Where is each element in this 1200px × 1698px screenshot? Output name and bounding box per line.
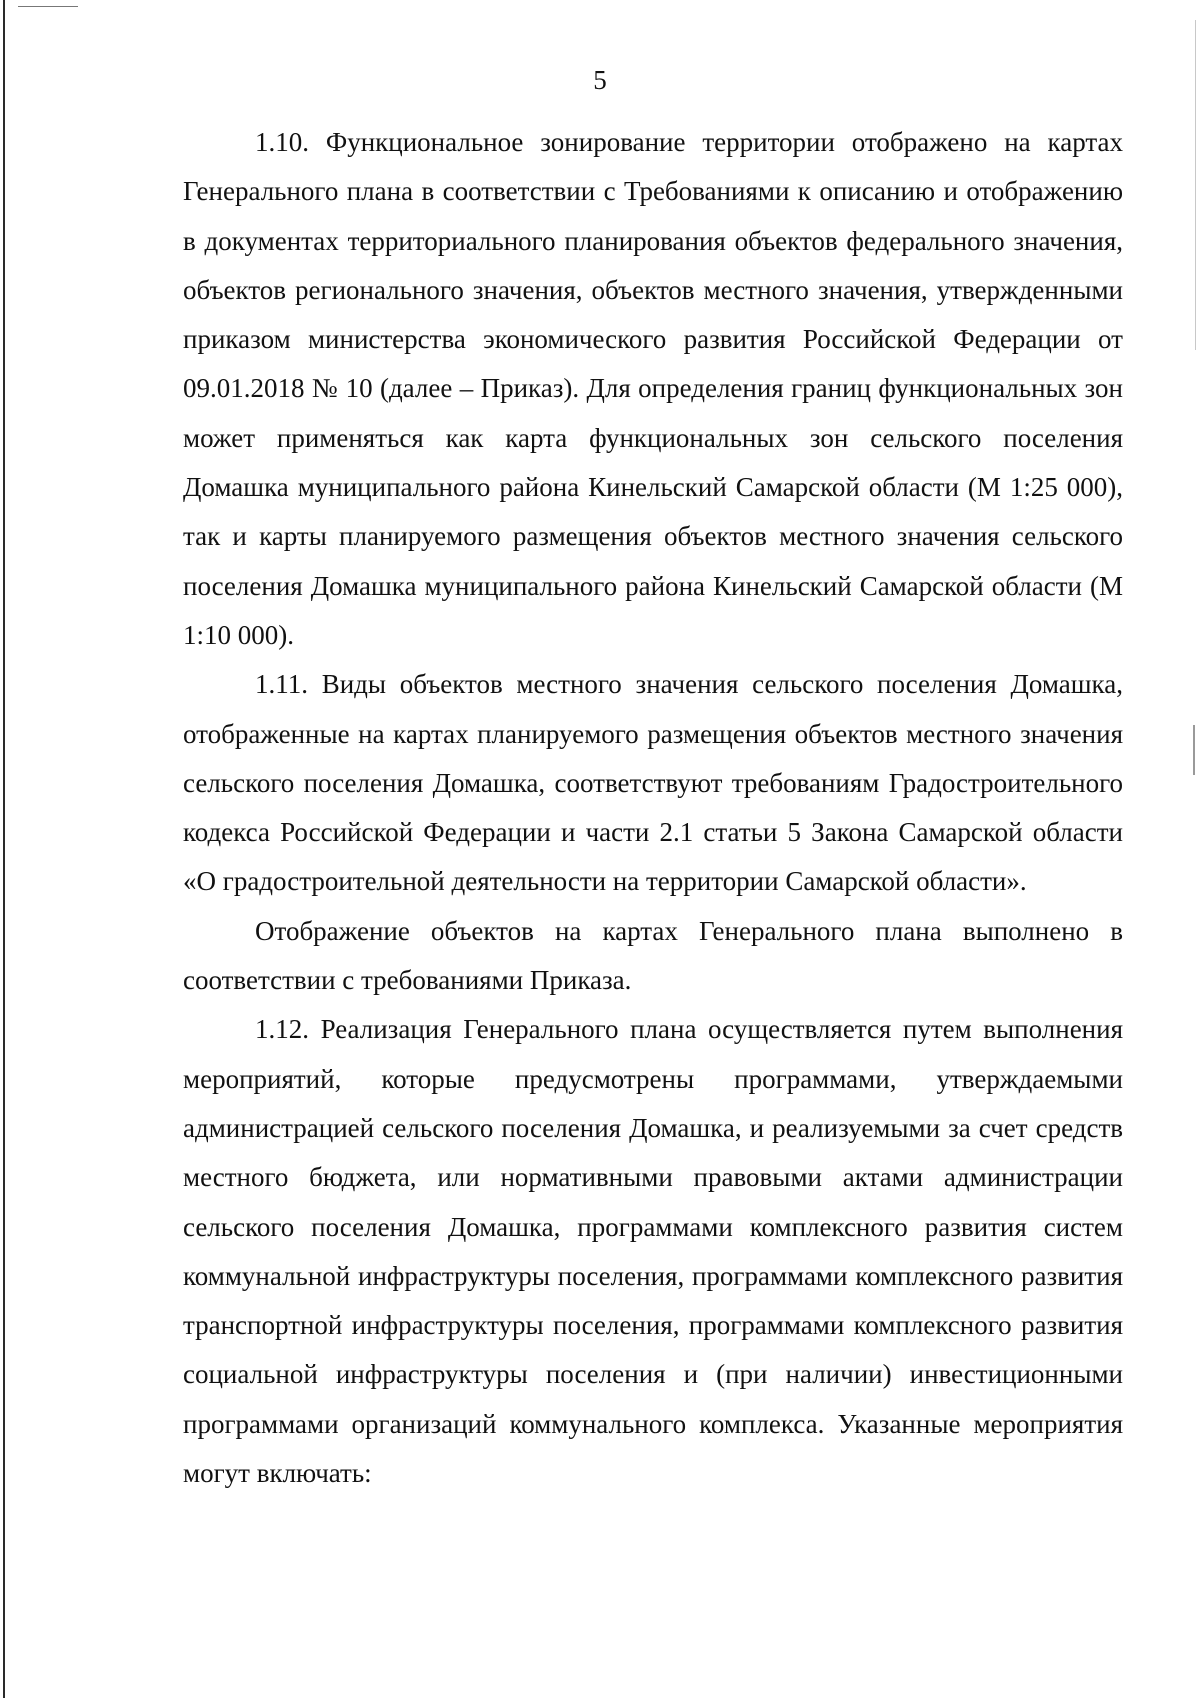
paragraph-1-12: 1.12. Реализация Генерального плана осуществляется путем выполнения мероприятий, которые предусмотрены программами, утверждаемыми администрацией сельского поселения Домашка, и реализуемыми за счет средств местного бюджета, или нормативными правовыми актами администрации сельского поселения Домашка, программами комплексного развития систем коммунальной инфраструктуры поселения, программами комплексного развития транспортной инфраструктуры поселения, программами комплексного развития социальной инфраструктуры поселения и (при наличии) инвестиционными программами организаций коммунального комплекса. Указанные мероприятия могут включать:	[183, 1014, 1123, 1489]
paragraph-1-10: 1.10. Функциональное зонирование территории отображено на картах Генерального плана в соответствии с Требованиями к описанию и отображению в документах территориального планирования объектов федерального значения, объектов регионального значения, объектов местного значения, утвержденными приказом министерства экономического развития Российской Федерации от 09.01.2018 № 10 (далее – Приказ). Для определения границ функциональных зон может применяться как карта функциональных зон сельского поселения Домашка муниципального района Кинельский Самарской области (М 1:25 000), так и карты планируемого размещения объектов местного значения сельского поселения Домашка муниципального района Кинельский Самарской области (М 1:10 000).	[183, 127, 1123, 650]
scan-border-left	[3, 0, 5, 1698]
document-body	[183, 118, 1123, 1498]
page-number: 5	[593, 65, 607, 95]
paragraph-display: Отображение объектов на картах Генерального плана выполнено в соответствии с требованиями Приказа.	[183, 915, 1123, 996]
scan-mark-right	[1193, 725, 1195, 775]
scan-border-top	[18, 6, 78, 7]
paragraph-1-11: 1.11. Виды объектов местного значения сельского поселения Домашка, отображенные на картах планируемого размещения объектов местного значения сельского поселения Домашка, соответствуют требованиям Градостроительного кодекса Российской Федерации и части 2.1 статьи 5 Закона Самарской области «О градостроительной деятельности на территории Самарской области».	[183, 669, 1123, 897]
